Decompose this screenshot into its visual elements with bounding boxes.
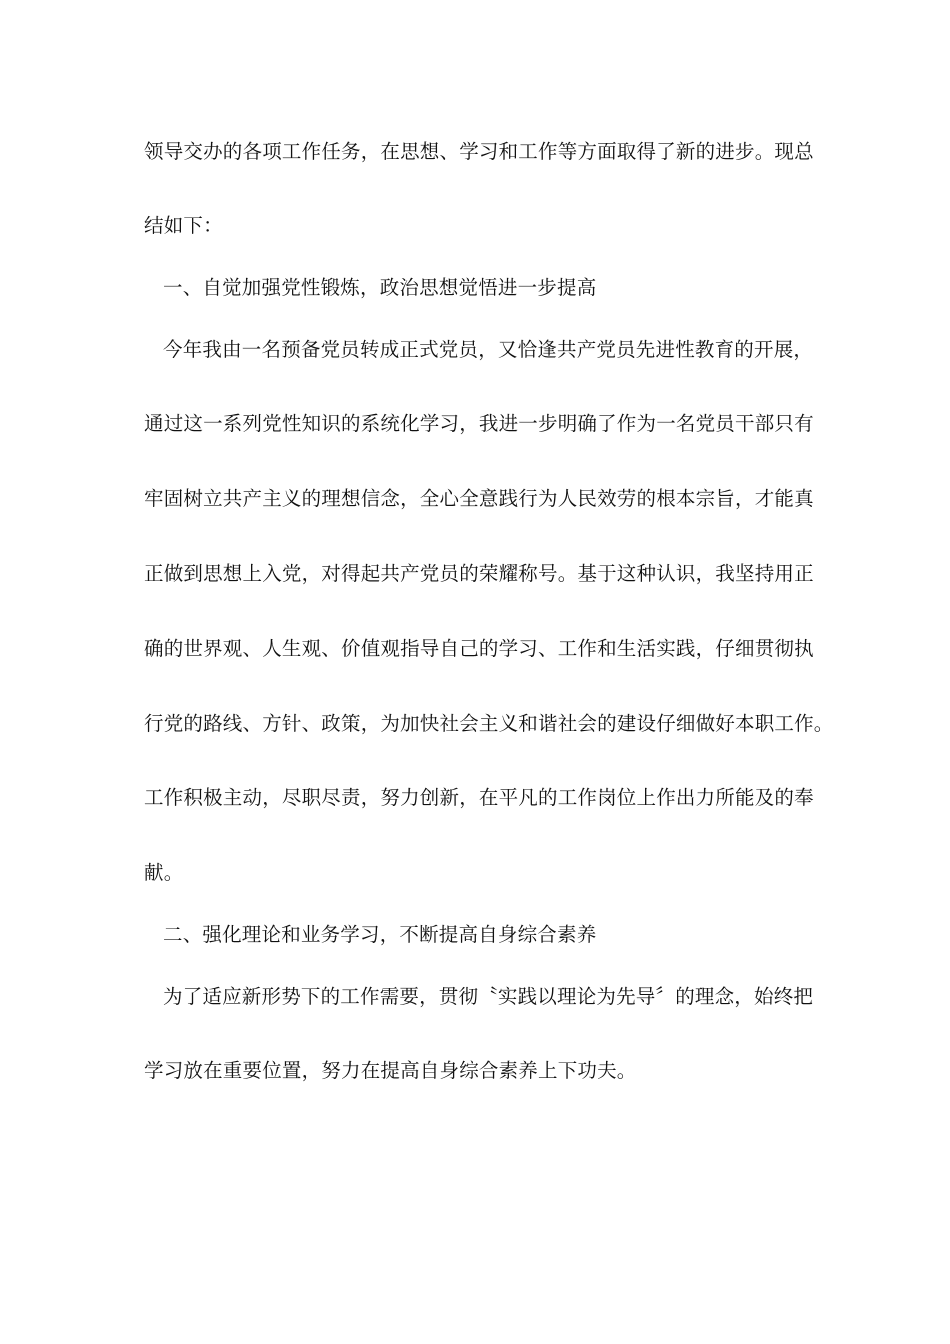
paragraph-line: 今年我由一名预备党员转成正式党员，又恰逢共产党员先进性教育的开展， — [163, 338, 814, 361]
section-heading-1: 一、自觉加强党性锻炼，政治思想觉悟进一步提高 — [163, 276, 597, 299]
paragraph-line: 工作积极主动，尽职尽责，努力创新，在平凡的工作岗位上作出力所能及的奉 — [144, 786, 814, 809]
paragraph-line: 献。 — [144, 861, 184, 884]
section-heading-2: 二、强化理论和业务学习，不断提高自身综合素养 — [163, 923, 597, 946]
paragraph-line: 正做到思想上入党，对得起共产党员的荣耀称号。基于这种认识，我坚持用正 — [144, 562, 814, 585]
paragraph-line: 结如下： — [144, 214, 223, 237]
paragraph-line: 为了适应新形势下的工作需要，贯彻〝实践以理论为先导〞的理念，始终把 — [163, 985, 814, 1008]
paragraph-line: 学习放在重要位置，努力在提高自身综合素养上下功夫。 — [144, 1059, 637, 1082]
paragraph-line: 领导交办的各项工作任务，在思想、学习和工作等方面取得了新的进步。现总 — [144, 140, 814, 163]
paragraph-line: 通过这一系列党性知识的系统化学习，我进一步明确了作为一名党员干部只有 — [144, 412, 814, 435]
paragraph-line: 行党的路线、方针、政策，为加快社会主义和谐社会的建设仔细做好本职工作。 — [144, 712, 834, 735]
paragraph-line: 牢固树立共产主义的理想信念，全心全意践行为人民效劳的根本宗旨，才能真 — [144, 487, 814, 510]
paragraph-line: 确的世界观、人生观、价值观指导自己的学习、工作和生活实践，仔细贯彻执 — [144, 637, 814, 660]
